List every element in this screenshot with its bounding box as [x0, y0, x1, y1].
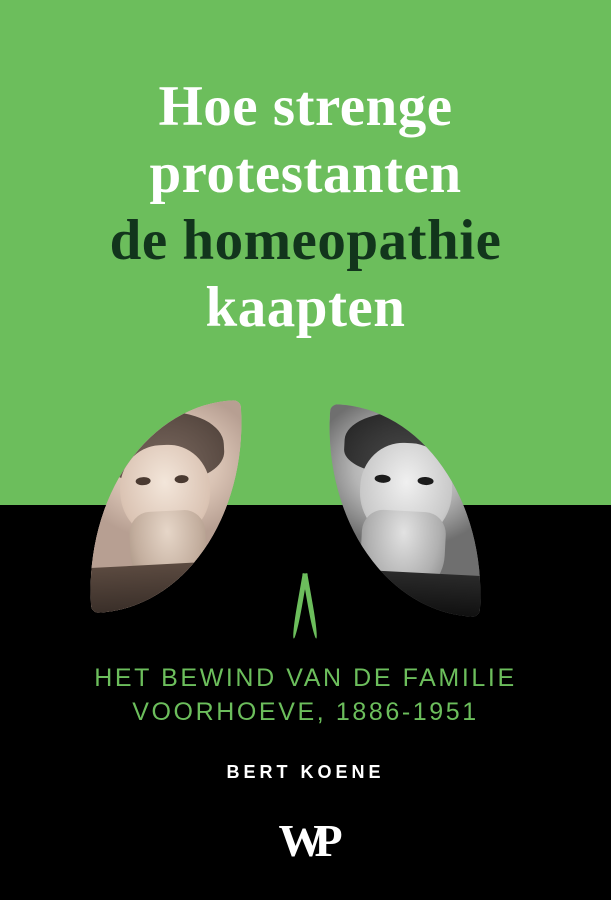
portrait-photo-left	[81, 400, 252, 613]
title-line-2: protestanten	[149, 142, 462, 205]
book-title	[0, 75, 611, 346]
portrait-photo-right	[320, 404, 491, 617]
portrait-eye-left	[374, 474, 390, 483]
title-line-3: de homeopathie	[109, 209, 502, 272]
publisher-logo	[0, 815, 611, 866]
portrait-body	[89, 560, 251, 613]
portrait-left-leaf	[81, 400, 252, 613]
title-line-1: Hoe strenge	[158, 75, 453, 138]
book-subtitle	[0, 662, 611, 730]
subtitle-line-2: VOORHOEVE, 1886-1951	[132, 697, 479, 726]
title-line-4: kaapten	[205, 276, 406, 339]
publisher-logo-mark: WP	[278, 815, 333, 866]
portrait-right-leaf	[320, 404, 491, 617]
portrait-body	[320, 568, 482, 617]
leaf-portrait-group	[0, 398, 611, 648]
subtitle-line-1: HET BEWIND VAN DE FAMILIE	[94, 664, 517, 692]
portrait-eye-right	[418, 476, 434, 485]
plant-stem-icon	[296, 573, 314, 641]
author-name: BERT KOENE	[226, 762, 385, 782]
